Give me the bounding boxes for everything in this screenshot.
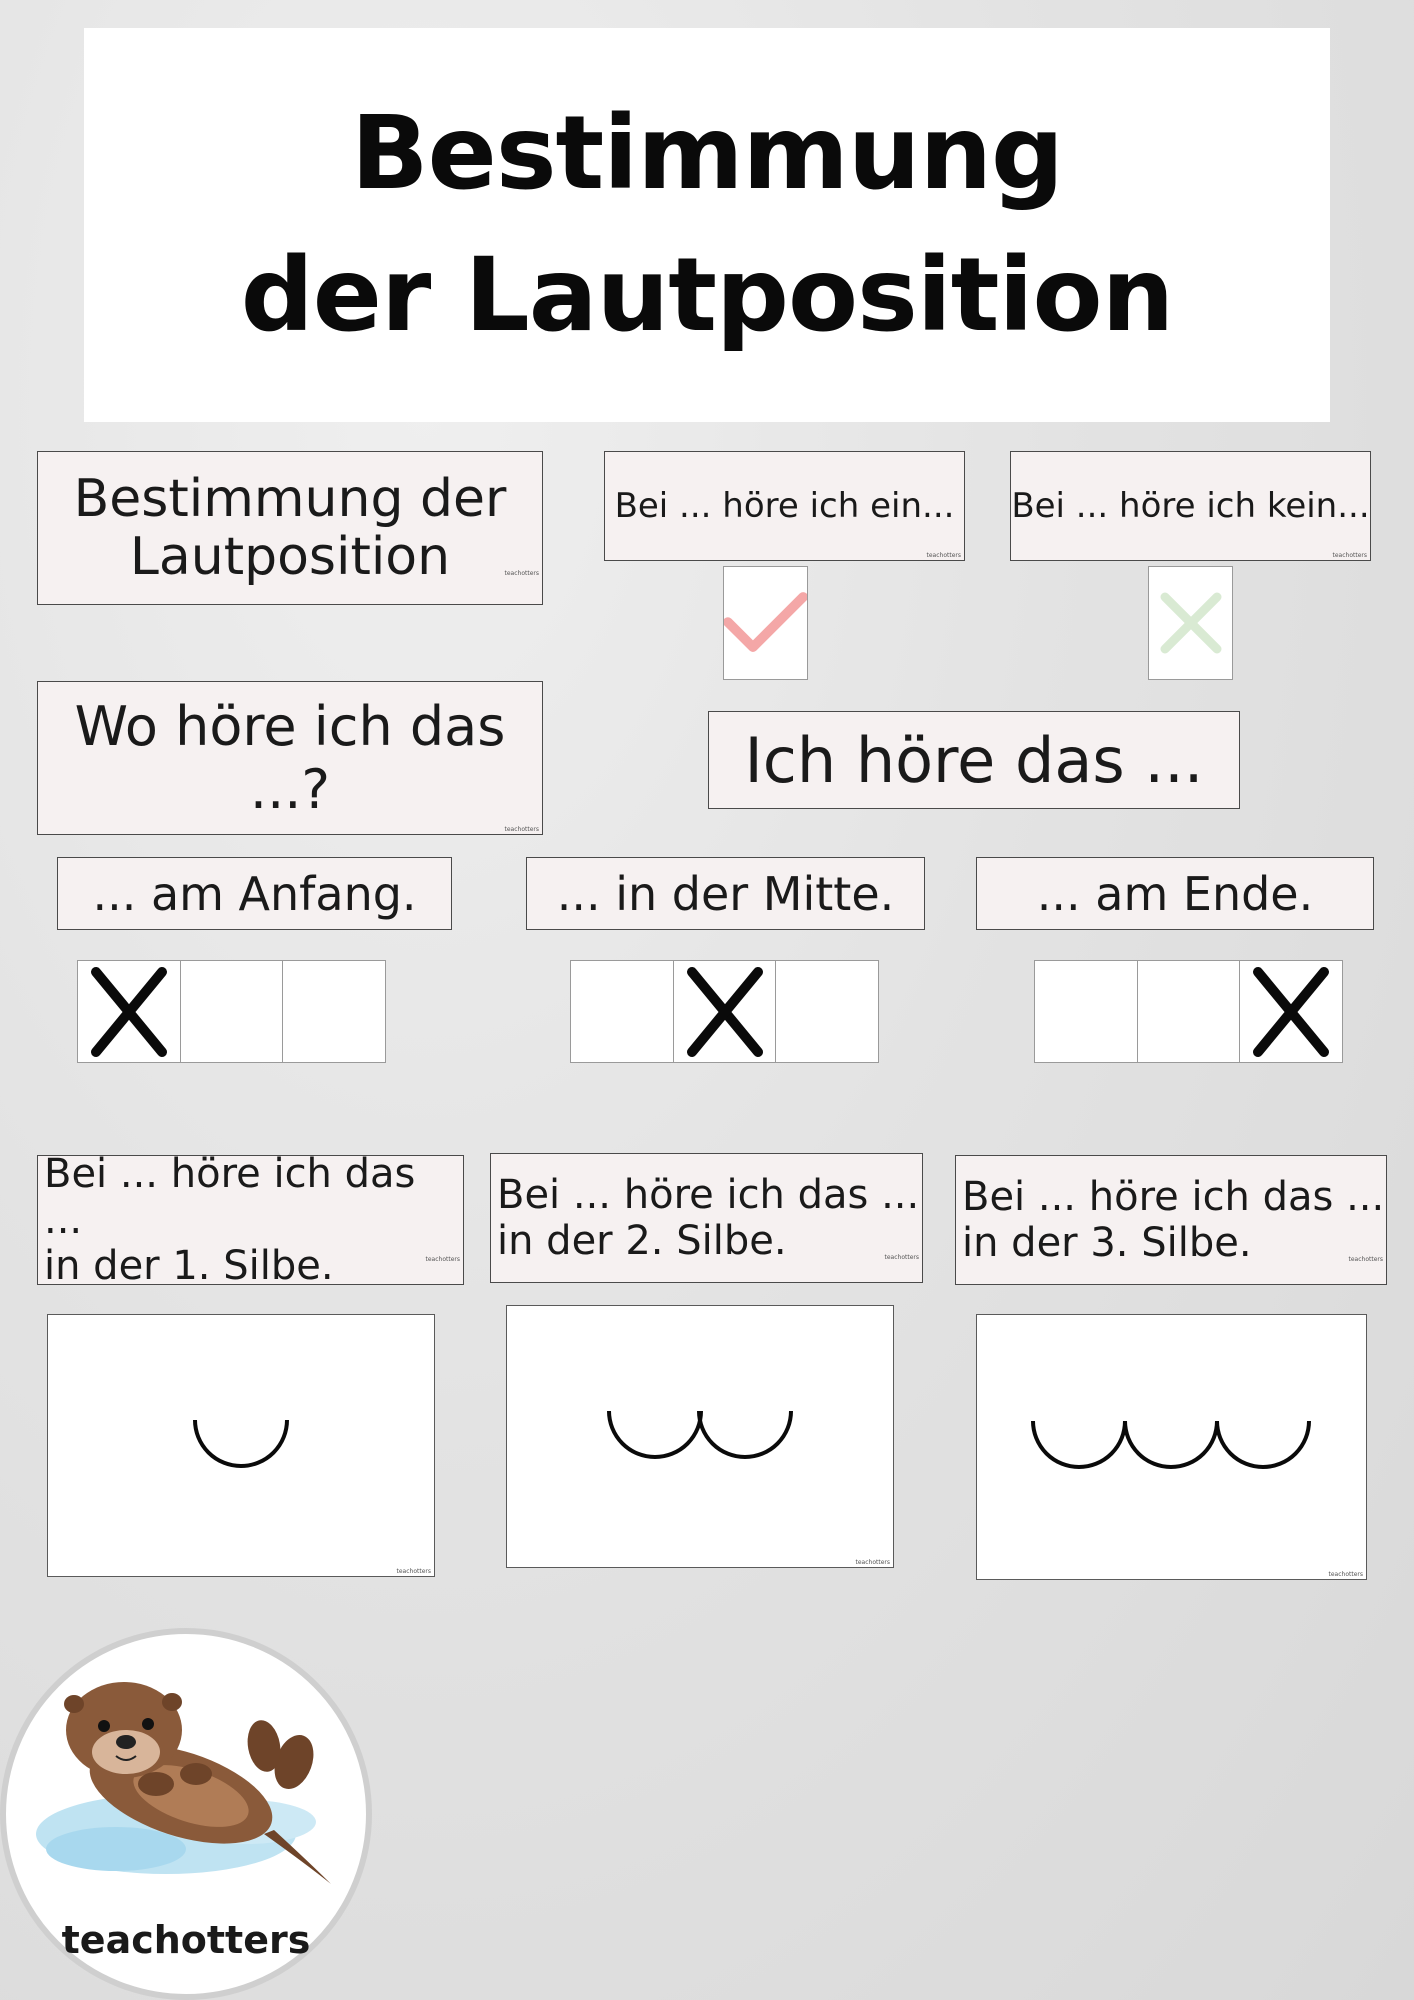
hear-no-card [1010, 451, 1371, 561]
position-end-text: ... am Ende. [1036, 866, 1314, 921]
hear-yes-card [604, 451, 965, 561]
question-text: Wo höre ich das ...? [74, 695, 506, 821]
grid-cell [776, 961, 878, 1062]
grid-cell [1240, 961, 1342, 1062]
syllable-arcs-icon [605, 1407, 795, 1467]
page-title-line-1: Bestimmung [350, 94, 1064, 213]
syllable-2-card [490, 1153, 923, 1283]
x-mark-icon [86, 964, 172, 1060]
topic-line-2: Lautposition [129, 527, 451, 587]
grid-cell [283, 961, 385, 1062]
syllable-1-line-1: Bei ... höre ich das ... [44, 1151, 416, 1243]
hear-no-text: Bei ... höre ich kein... [1011, 486, 1370, 526]
teachotters-logo [0, 1628, 372, 2000]
hear-yes-text: Bei ... höre ich ein... [614, 486, 955, 526]
check-card [723, 566, 808, 680]
position-grid-middle [570, 960, 879, 1063]
syllable-2-line-2: in der 2. Silbe. [497, 1218, 787, 1264]
grid-cell [181, 961, 284, 1062]
answer-card [708, 711, 1240, 809]
page-title-line-2: der Lautposition [240, 236, 1174, 355]
watermark: teachotters [1328, 1571, 1363, 1578]
question-card [37, 681, 543, 835]
watermark: teachotters [855, 1559, 890, 1566]
otter-icon [6, 1634, 366, 1934]
watermark: teachotters [1332, 552, 1367, 559]
position-start-text: ... am Anfang. [92, 866, 417, 921]
position-start-card [57, 857, 452, 930]
title-box [84, 28, 1330, 422]
topic-card [37, 451, 543, 605]
topic-line-1: Bestimmung der [73, 469, 507, 529]
syllable-3-line-1: Bei ... höre ich das ... [962, 1174, 1385, 1220]
position-middle-card [526, 857, 925, 930]
syllable-arc-icon [191, 1416, 291, 1476]
watermark: teachotters [926, 552, 961, 559]
watermark: teachotters [884, 1254, 919, 1261]
x-mark-icon [1248, 964, 1334, 1060]
position-grid-end [1034, 960, 1343, 1063]
cross-icon [1159, 591, 1223, 655]
watermark: teachotters [504, 570, 539, 577]
grid-cell [674, 961, 777, 1062]
watermark: teachotters [396, 1568, 431, 1575]
brand-name: teachotters [61, 1918, 311, 1962]
syllable-3-card [955, 1155, 1387, 1285]
position-middle-text: ... in der Mitte. [556, 866, 895, 921]
watermark: teachotters [425, 1256, 460, 1263]
cross-card [1148, 566, 1233, 680]
syllable-arc-card-3 [976, 1314, 1367, 1580]
grid-cell [1035, 961, 1138, 1062]
x-mark-icon [682, 964, 768, 1060]
watermark: teachotters [1348, 1256, 1383, 1263]
syllable-arcs-icon [1029, 1417, 1314, 1477]
syllable-arc-card-2 [506, 1305, 894, 1568]
grid-cell [1138, 961, 1241, 1062]
syllable-3-line-2: in der 3. Silbe. [962, 1220, 1252, 1266]
position-grid-start [77, 960, 386, 1063]
syllable-arc-card-1 [47, 1314, 435, 1577]
syllable-1-line-2: in der 1. Silbe. [44, 1243, 334, 1289]
answer-text: Ich höre das ... [744, 723, 1204, 797]
check-icon [724, 588, 807, 658]
syllable-1-card [37, 1151, 464, 1289]
watermark: teachotters [504, 826, 539, 833]
grid-cell [78, 961, 181, 1062]
grid-cell [571, 961, 674, 1062]
position-end-card [976, 857, 1374, 930]
syllable-2-line-1: Bei ... höre ich das ... [497, 1172, 920, 1218]
